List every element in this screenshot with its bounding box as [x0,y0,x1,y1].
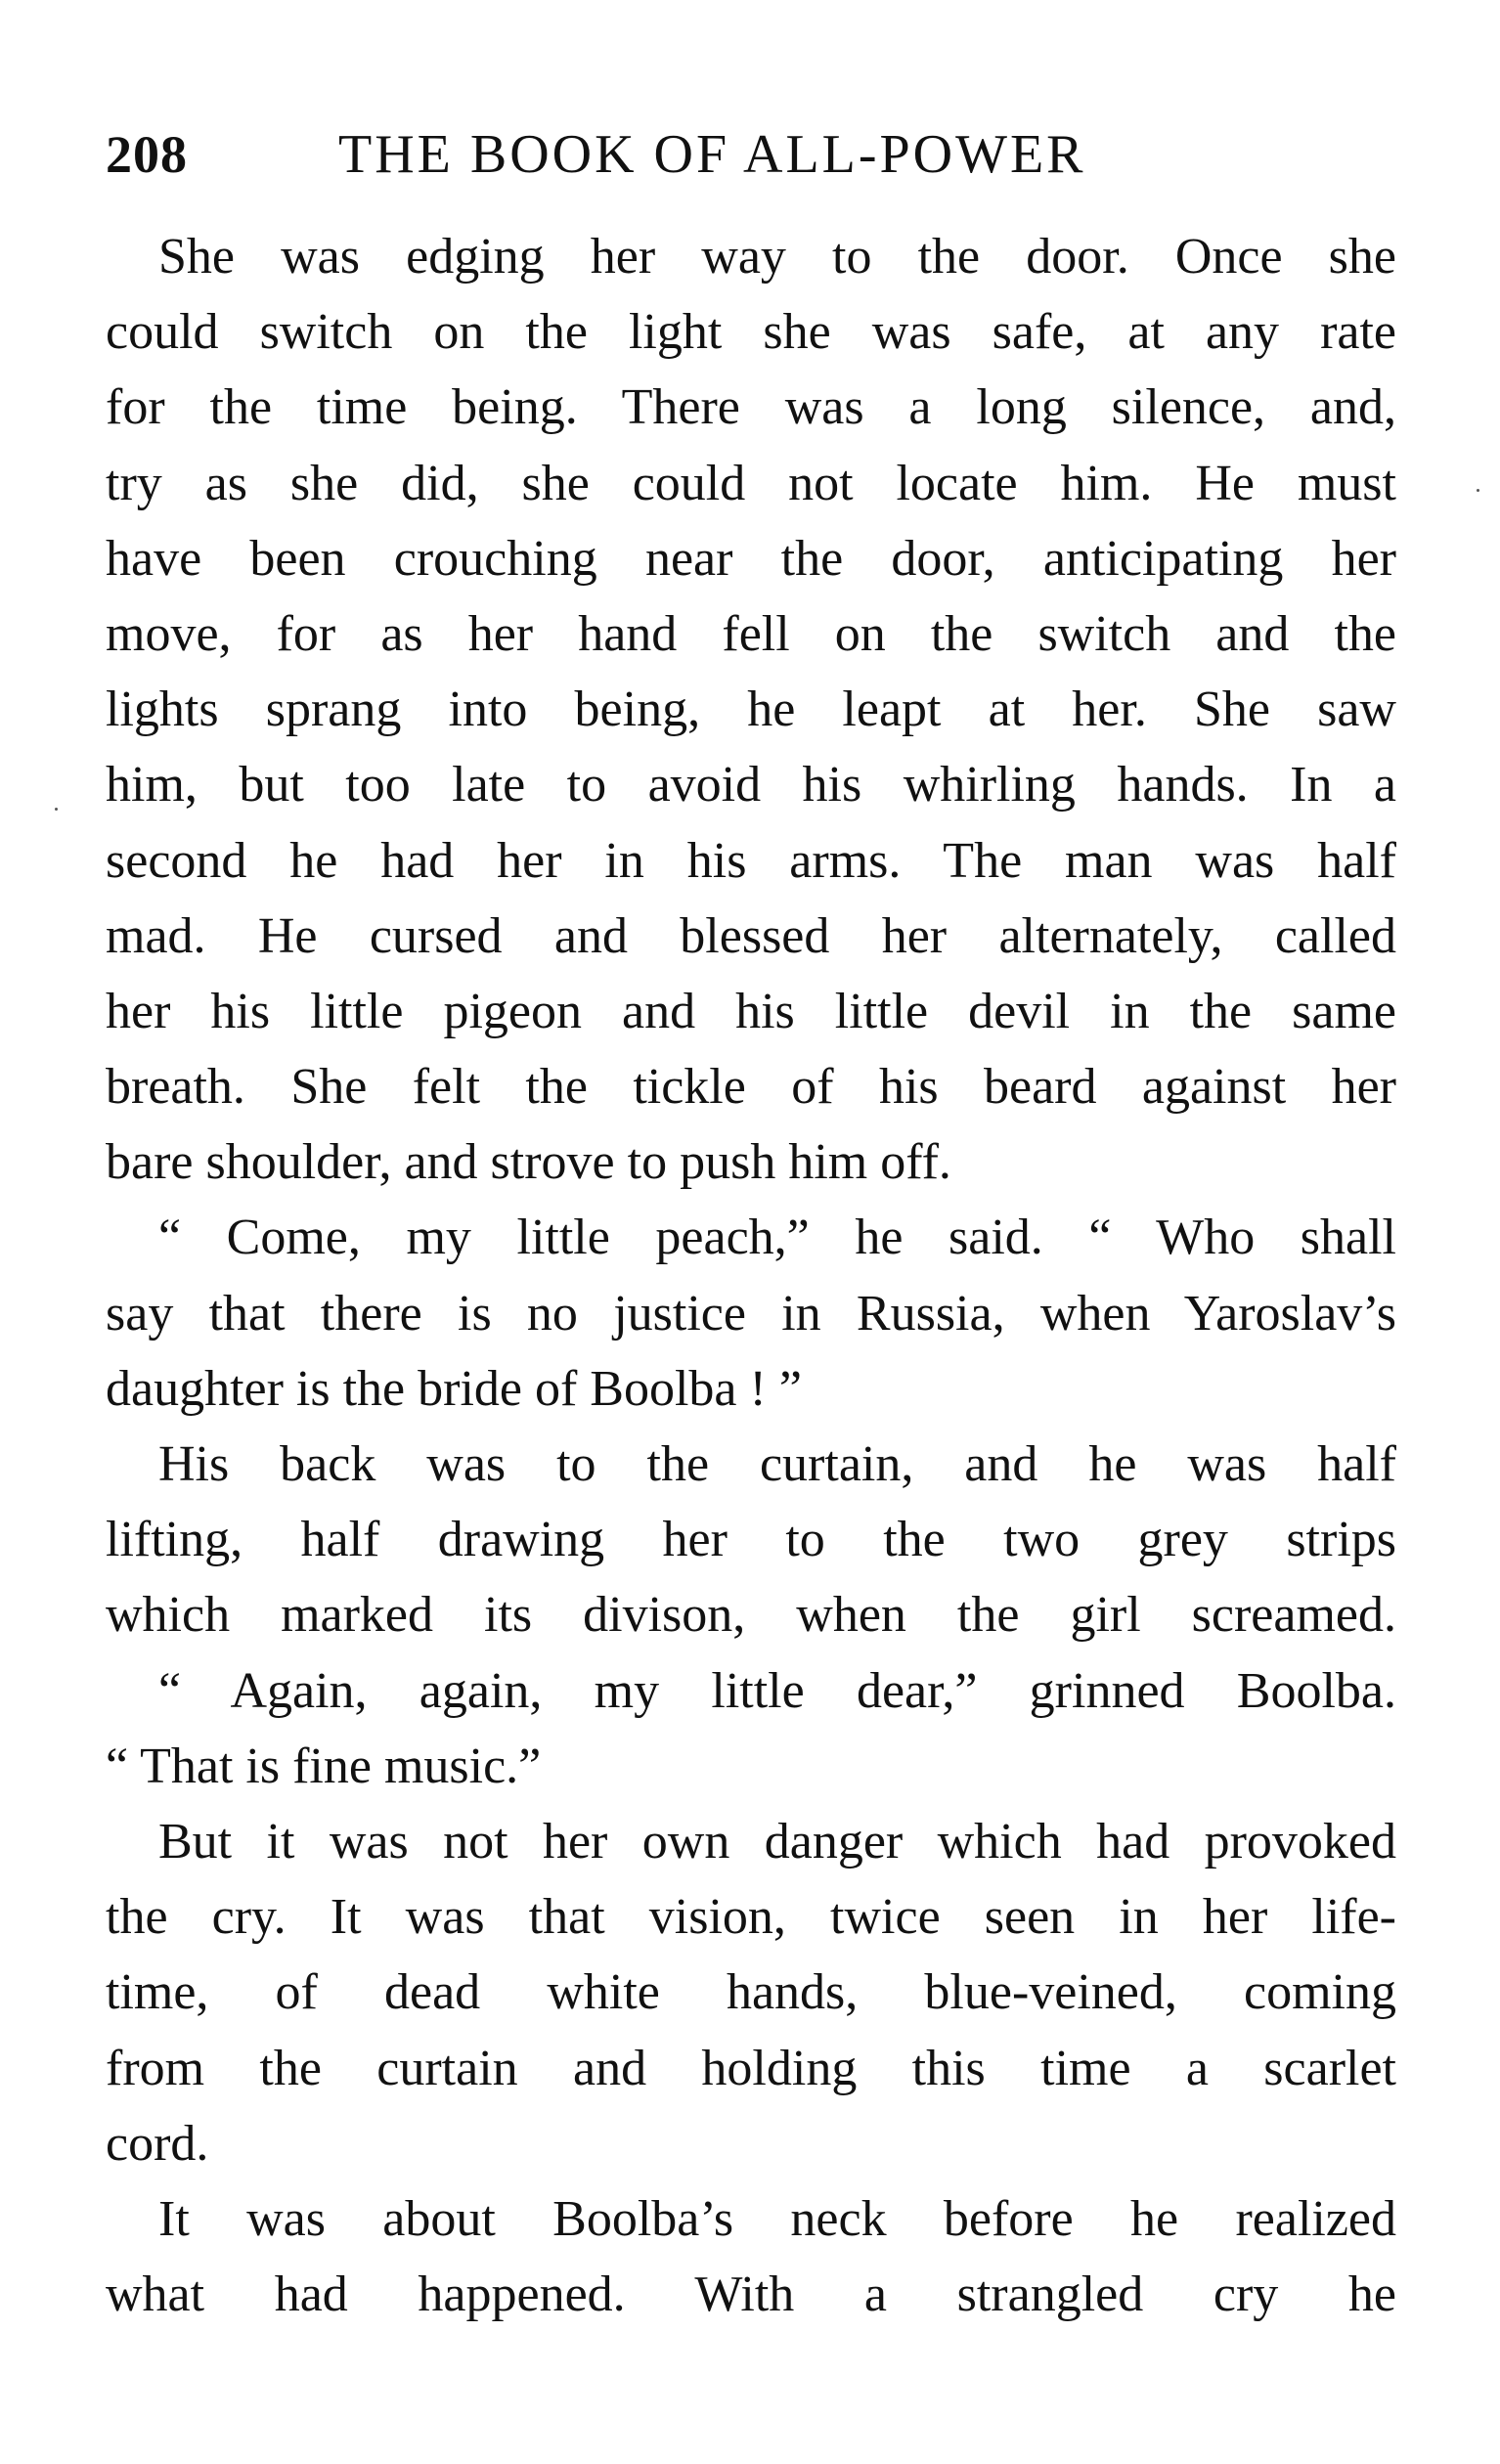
text-line: have been crouching near the door, anticipating her [106,530,1396,587]
text-line: “ That is fine music.” [106,1738,542,1794]
text-line: her his little pigeon and his little devil in the same [106,983,1396,1039]
text-line: could switch on the light she was safe, at any rate [106,304,1396,361]
text-line: His back was to the curtain, and he was half [158,1436,1396,1492]
text-line: But it was not her own danger which had provoked [158,1813,1396,1870]
page-header [106,115,1396,194]
text-line: “ Come, my little peach,” he said. “ Who shall [158,1210,1396,1266]
text-line: from the curtain and holding this time a scarlet [106,2040,1396,2096]
text-line: for the time being. There was a long silence, and, [106,379,1396,436]
text-line: “ Again, again, my little dear,” grinned Boolba. [158,1662,1396,1719]
text-line: him, but too late to avoid his whirling hands. In a [106,757,1396,814]
body-text [106,219,1396,2332]
text-line: second he had her in his arms. The man was half [106,832,1396,889]
text-line: say that there is no justice in Russia, when Yaroslav’s [106,1285,1396,1342]
text-line: which marked its divison, when the girl screamed. [106,1587,1396,1644]
text-line: try as she did, she could not locate him. He must [106,455,1396,511]
paper-speck [55,808,58,811]
text-line: lights sprang into being, he leapt at her. She saw [106,682,1396,738]
paper-speck [1477,489,1479,492]
text-line: It was about Boolba’s neck before he realized [158,2190,1396,2247]
text-line: what had happened. With a strangled cry he [106,2266,1396,2323]
text-line: time, of dead white hands, blue-veined, coming [106,1964,1396,2021]
text-line: daughter is the bride of Boolba ! ” [106,1360,802,1417]
page-number: 208 [106,125,188,184]
text-line: move, for as her hand fell on the switch and the [106,605,1396,662]
running-head: THE BOOK OF ALL-POWER [338,124,1086,185]
text-line: mad. He cursed and blessed her alternately, called [106,907,1396,964]
text-line: bare shoulder, and strove to push him off. [106,1134,951,1191]
text-line: cord. [106,2115,209,2172]
text-line: lifting, half drawing her to the two grey strips [106,1512,1396,1568]
text-line: She was edging her way to the door. Once she [158,229,1396,285]
text-line: breath. She felt the tickle of his beard against her [106,1059,1396,1116]
text-line: the cry. It was that vision, twice seen in her life- [106,1889,1396,1946]
